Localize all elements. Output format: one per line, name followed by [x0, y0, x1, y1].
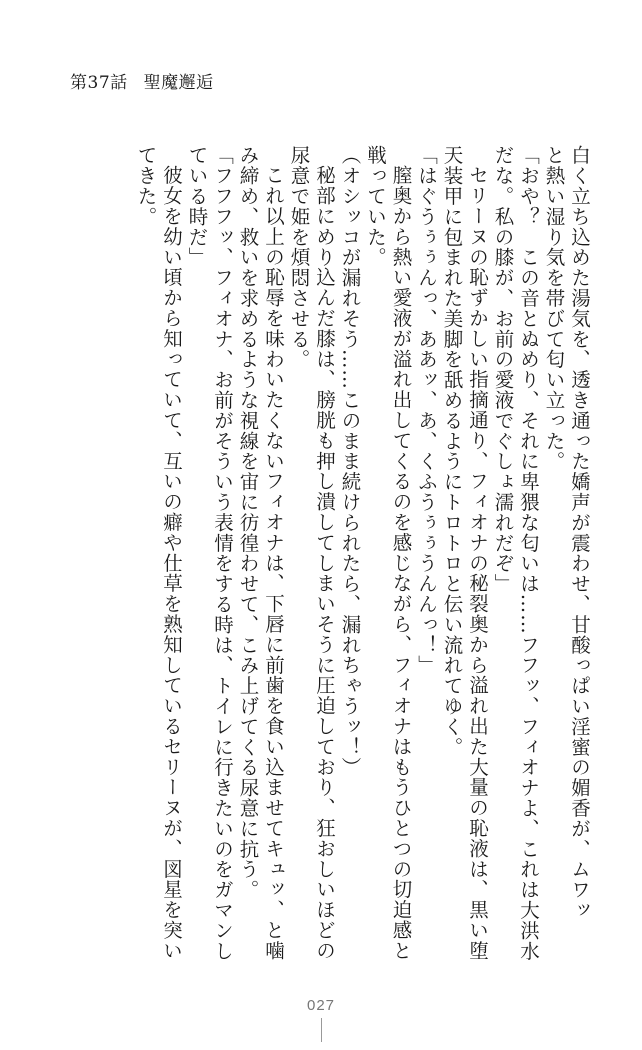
text-column: 「フフフッ、フィオナ、お前がそういう表情をする時は、トイレに行きたいのをガマンし: [211, 145, 234, 961]
text-column: 「はぐうぅぅんっ、ああッ、あ、くふうぅぅうんんっ！」: [415, 145, 438, 676]
chapter-number: 第37話: [70, 73, 128, 93]
text-column: と熱い湿り気を帯びて匂い立った。: [542, 145, 566, 472]
vertical-body-text: [133, 145, 592, 961]
text-column: み締め、救いを求めるような視線を宙に彷徨わせて、こみ上げてくる尿意に抗う。: [236, 145, 260, 900]
text-column: 白く立ち込めた湯気を、透き通った嬌声が震わせ、甘酸っぱい淫蜜の媚香が、ムワッ: [568, 145, 591, 921]
text-column: 尿意で姫を煩悶させる。: [287, 145, 311, 370]
text-column: 「おや？ この音とぬめり、それに卑猥な匂いは……フフッ、フィオナよ、これは大洪水: [517, 145, 540, 961]
text-column: これ以上の恥辱を味わいたくないフィオナは、下唇に前歯を食い込ませてキュッ、と噛: [262, 164, 285, 961]
text-column: 戦っていた。: [364, 145, 387, 268]
text-column: ている時だ」: [185, 145, 209, 268]
text-column: 天装甲に包まれた美脚を舐めるようにトロトロと伝い流れてゆく。: [440, 145, 464, 757]
page-number: 027: [306, 997, 336, 1014]
text-column: 膣奥から熱い愛液が溢れ出してくるのを感じながら、フィオナはもうひとつの切迫感と: [389, 164, 413, 961]
page-rule: [321, 1018, 322, 1042]
running-header: [70, 68, 214, 93]
text-column: だな。私の膝が、お前の愛液でぐしょ濡れだぞ」: [491, 145, 515, 594]
text-column: セリーヌの恥ずかしい指摘通り、フィオナの秘裂奥から溢れ出た大量の恥液は、黒い堕: [466, 164, 489, 961]
page-footer: [0, 997, 642, 1042]
text-column: てきた。: [134, 145, 158, 227]
text-column: 彼女を幼い頃から知っていて、互いの癖や仕草を熟知しているセリーヌが、図星を突い: [160, 164, 183, 961]
chapter-title: 聖魔邂逅: [143, 73, 214, 93]
text-column: （オシッコが漏れそう……このまま続けられたら、漏れちゃうッ！）: [338, 145, 362, 778]
text-column: 秘部にめり込んだ膝は、膀胱も押し潰してしまいそうに圧迫しており、狂おしいほどの: [313, 164, 336, 961]
